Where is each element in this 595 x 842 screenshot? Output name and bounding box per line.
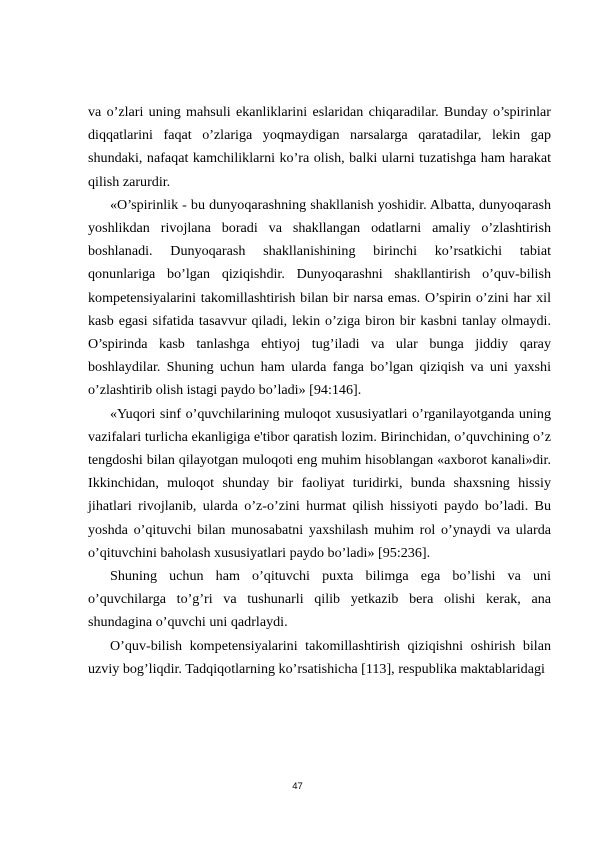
paragraph-teacher: Shuning uchun ham o’qituvchi puxta bilimga ega bo’lishi va uni o’quvchilarga to’g’ri va tushunarli qilib yetkazib bera olishi kerak, ana shundagina o’quvchi uni qadrlaydi. [88,568,551,631]
paragraph-continuation: va o’zlari uning mahsuli ekanliklarini eslaridan chiqaradilar. Bunday o’spirinlar diqqatlarini faqat o’zlariga yoqmaydigan narsalarga qaratadilar, lekin gap shundaki, nafaqat kamchiliklarni ko’ra olish, balki ularni tuzatishga ham harakat qilish zarurdir. [88,104,551,190]
body-text [88,101,551,681]
paragraph-competencies: O’quv-bilish kompetensiyalarini takomillashtirish qiziqishni oshirish bilan uzviy bog’liqdir. Tadqiqotlarning ko’rsatishicha [113], respublika maktablaridagi [88,637,551,677]
paragraph-quote-communication: «Yuqori sinf o’quvchilarining muloqot xususiyatlari o’rganilayotganda uning vazifalari turlicha ekanligiga e'tibor qaratish lozim. Birinchidan, o’quvchining o’z tengdoshi bilan qilayotgan muloqoti eng muhim hisoblangan «axborot kanali»dir. Ikkinchidan, muloqot shunday bir faoliyat turidirki, bunda shaxsning hissiy jihatlari rivojlanib, ularda o’z-o’zini hurmat qilish hissiyoti paydo bo’ladi. Bu yoshda o’qituvchi bilan munosabatni yaxshilash muhim rol o’ynaydi va ularda o’qituvchini baholash xususiyatlari paydo bo’ladi» [95:236]. [88,405,551,561]
paragraph-quote-adolescence: «O’spirinlik - bu dunyoqarashning shakllanish yoshidir. Albatta, dunyoqarash yoshlikdan rivojlana boradi va shakllangan odatlarni amaliy o’zlashtirish boshlanadi. Dunyoqarash shakllanishining birinchi ko’rsatkichi tabiat qonunlariga bo’lgan qiziqishdir. Dunyoqarashni shakllantirish o’quv-bilish kompetensiyalarini takomillashtirish bilan bir narsa emas. O’spirin o’zini har xil kasb egasi sifatida tasavvur qiladi, lekin o’ziga biron bir kasbni tanlay olmaydi. O’spirinda kasb tanlashga ehtiyoj tug’iladi va ular bunga jiddiy qaray boshlaydilar. Shuning uchun ham ularda fanga bo’lgan qiziqish va uni yaxshi o’zlashtirib olish istagi paydo bo’ladi» [94:146]. [88,196,551,399]
page-number: 47 [292,781,303,792]
